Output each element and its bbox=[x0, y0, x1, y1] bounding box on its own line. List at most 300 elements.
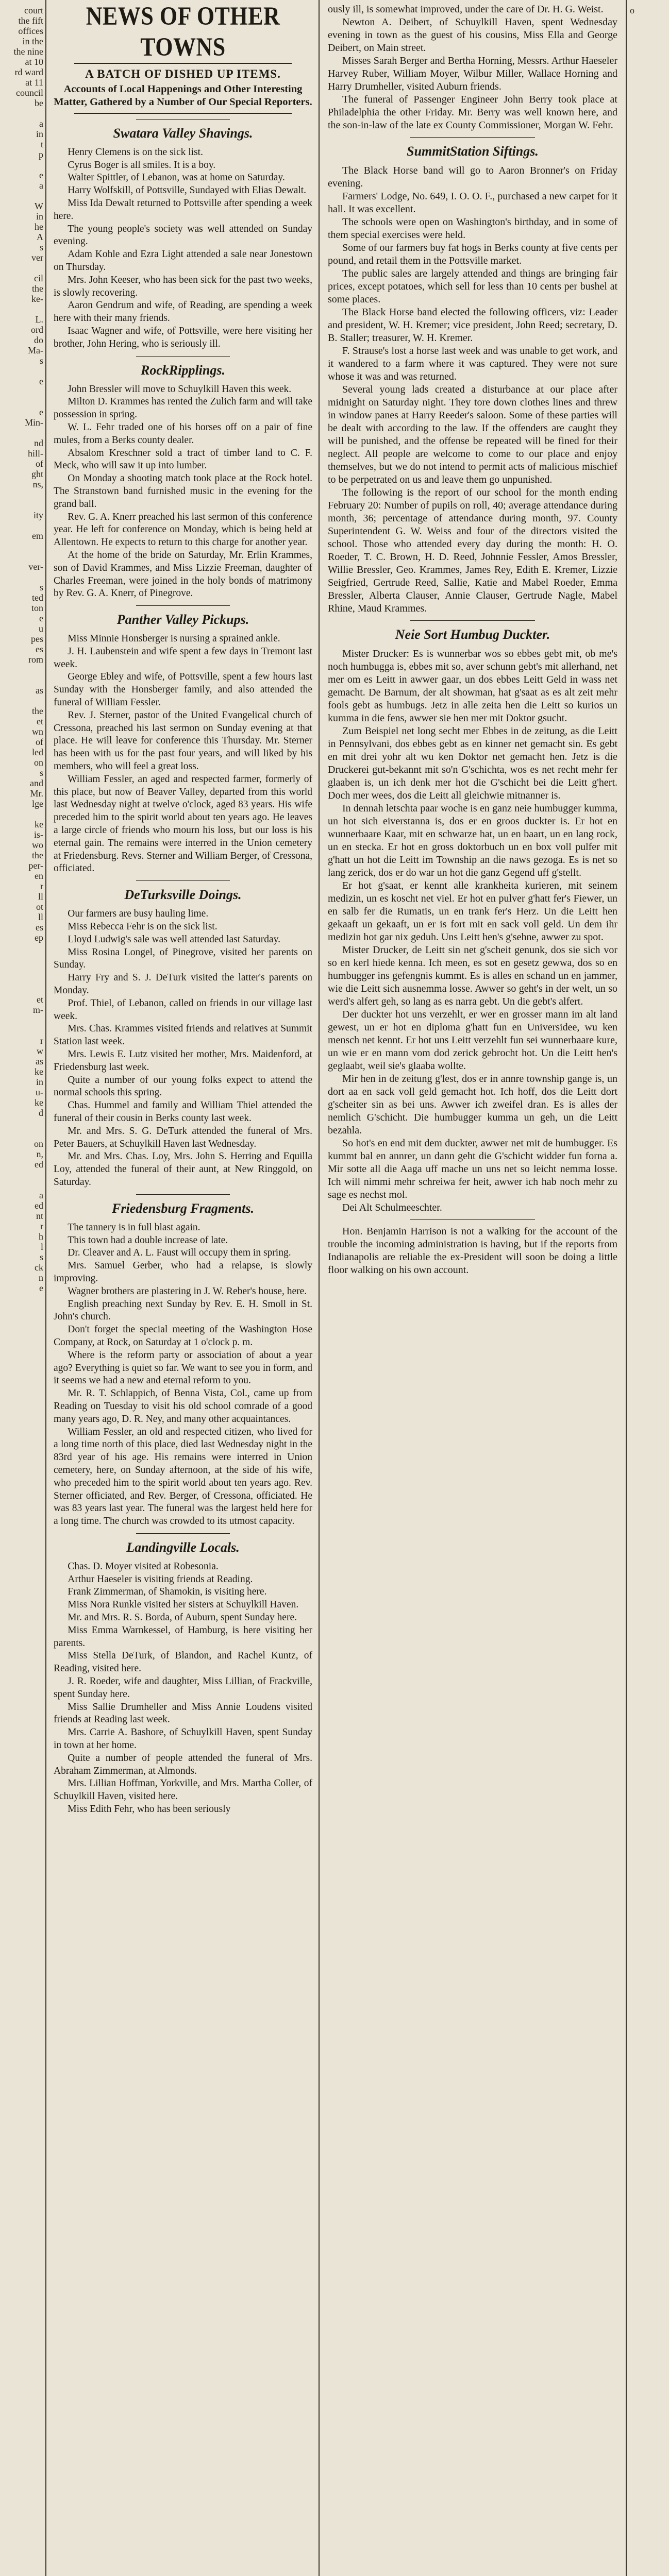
news-item: Mr. R. T. Schlappich, of Benna Vista, Col., came up from Reading on Tuesday to visit his old school comrade of a good many years ago, D. R. Ney, and many other acquaintances. bbox=[54, 1388, 312, 1425]
margin-fragment bbox=[630, 2107, 668, 2117]
margin-fragment bbox=[630, 139, 668, 149]
section-divider bbox=[410, 620, 535, 621]
margin-fragment: at 11 bbox=[25, 77, 43, 88]
margin-fragment bbox=[630, 1108, 668, 1118]
margin-fragment bbox=[630, 2117, 668, 2128]
margin-fragment: em bbox=[32, 531, 43, 541]
news-item: William Fessler, an aged and respected farmer, formerly of this place, but now of Beaver Valley, departed from this world last Wednesday night at twelve o'clock, aged 83 years. His wife preceded him to the spirit world about ten years ago. He leaves a large circle of friends who mourn his loss, but our loss is his eternal gain. The remains were interred in the Union cemetery at Friedensburg. Revs. Sterner and William Berger, of Cressona, officiated. bbox=[54, 773, 312, 874]
margin-fragment bbox=[630, 1829, 668, 1839]
margin-fragment bbox=[630, 541, 668, 551]
news-item: William Fessler, an old and respected citizen, who lived for a long time north of this place, died last Wednesday night in the 83rd year of his age. His remains were interred in Union cemetery, here, on Sunday afternoon, at the side of his wife, who preceded him to the spirit world about ten years ago. Rev. Sterner officiated, and Rev. Berger, of Cressona, officiated. He was 83 years last year. The funeral was the largest held here for a long time. The church was crowded to its utmost capacity. bbox=[54, 1426, 312, 1527]
section-heading: DeTurksville Doings. bbox=[124, 887, 242, 903]
margin-fragment: in bbox=[36, 129, 43, 139]
section-heading: Friedensburg Fragments. bbox=[112, 1200, 254, 1216]
section-heading: Neie Sort Humbug Duckter. bbox=[395, 627, 550, 642]
margin-fragment bbox=[630, 448, 668, 459]
margin-fragment bbox=[630, 1891, 668, 1901]
margin-fragment bbox=[1, 1334, 43, 1345]
news-item: Harry Wolfskill, of Pottsville, Sundayed with Elias Dewalt. bbox=[68, 185, 307, 196]
news-item: Aaron Gendrum and wife, of Reading, are spending a week here with their many friends. bbox=[54, 300, 312, 324]
margin-fragment bbox=[630, 1880, 668, 1891]
news-item: Mrs. Lewis E. Lutz visited her mother, Mrs. Maidenford, at Friedensburg last week. bbox=[54, 1049, 312, 1073]
news-item: Chas. D. Moyer visited at Robesonia. bbox=[68, 1561, 219, 1572]
margin-fragment bbox=[630, 912, 668, 922]
margin-fragment bbox=[630, 881, 668, 891]
column-right-sections bbox=[328, 137, 617, 1277]
section-heading: SummitStation Siftings. bbox=[407, 144, 539, 159]
margin-fragment: ity bbox=[33, 510, 43, 520]
margin-fragment bbox=[630, 1479, 668, 1489]
margin-fragment bbox=[630, 1674, 668, 1685]
margin-fragment bbox=[630, 1200, 668, 1211]
margin-fragment bbox=[630, 1540, 668, 1551]
news-item: Miss Rosina Longel, of Pinegrove, visited her parents on Sunday. bbox=[54, 946, 312, 971]
news-item: Miss Sallie Drumheller and Miss Annie Loudens visited friends at Reading last week. bbox=[54, 1701, 312, 1725]
margin-fragment bbox=[630, 1015, 668, 1025]
margin-fragment bbox=[630, 1561, 668, 1571]
margin-fragment bbox=[630, 1582, 668, 1592]
margin-fragment: a bbox=[39, 1190, 43, 1200]
margin-fragment bbox=[630, 211, 668, 222]
margin-fragment bbox=[630, 1211, 668, 1221]
margin-fragment bbox=[630, 840, 668, 850]
margin-fragment bbox=[1, 397, 43, 407]
news-item: The following is the report of our school for the month ending February 20: Number of pupils on roll, 40; average attendance during month, 36; percentage of attendance during month, 97. County Superintendent G. W. Weiss and four of the directors visited the school. Those who attended every day during the month: H. O. Roeder, T. C. Brown, H. D. Reed, Johnnie Fessler, Amos Bressler, Willie Bressler, Geo. Krammes, James Rey, Edith E. Kremer, Lizzie Seigfried, Gertrude Reed, Sallie, Katie and Mabel Roeder, Emma Bressler, Alberta Clauser, Annie Clauser, Gertrude Nagle, Mabel Rhine, Maud Krammes. bbox=[328, 487, 617, 614]
margin-fragment bbox=[630, 582, 668, 592]
margin-fragment: ll bbox=[38, 891, 43, 902]
margin-fragment bbox=[1, 665, 43, 675]
news-item: F. Strause's lost a horse last week and was unable to get work, and it wandered to a farm where it was captured. They were not sure whose it was and was returned. bbox=[328, 345, 617, 382]
news-item: W. L. Fehr traded one of his horses off on a pair of fine mules, from a Berks county dealer. bbox=[54, 421, 312, 446]
margin-fragment: in bbox=[36, 1077, 43, 1087]
margin-fragment bbox=[630, 1005, 668, 1015]
margin-fragment bbox=[630, 1808, 668, 1819]
news-item: The Black Horse band elected the following officers, viz: Leader and president, W. H. Kremer; vice president, John Reed; secretary, D. B. Staller; treasurer, W. H. Kremer. bbox=[328, 307, 617, 344]
margin-fragment bbox=[630, 2313, 668, 2324]
left-margin-strip bbox=[0, 0, 46, 2576]
margin-fragment bbox=[630, 304, 668, 314]
margin-fragment bbox=[630, 850, 668, 860]
margin-fragment bbox=[630, 974, 668, 984]
news-item: Newton A. Deibert, of Schuylkill Haven, spent Wednesday evening in town as the guest of his cousins, Miss Ella and George Deibert, on Main street. bbox=[328, 16, 617, 54]
margin-fragment: L. bbox=[35, 314, 43, 325]
margin-fragment: ord bbox=[31, 325, 43, 335]
margin-fragment bbox=[630, 2025, 668, 2035]
margin-fragment bbox=[630, 222, 668, 232]
section-heading: RockRipplings. bbox=[141, 362, 225, 378]
column-left bbox=[49, 0, 320, 2576]
margin-fragment: ep bbox=[35, 933, 43, 943]
margin-fragment: be bbox=[35, 98, 43, 108]
margin-fragment bbox=[630, 2179, 668, 2190]
margin-fragment bbox=[630, 799, 668, 809]
margin-fragment bbox=[630, 1777, 668, 1788]
margin-fragment bbox=[630, 747, 668, 757]
margin-fragment bbox=[630, 1252, 668, 1262]
news-item: The tannery is in full blast again. bbox=[68, 1222, 200, 1233]
news-item: Rev. J. Sterner, pastor of the United Evangelical church of Cressona, preached his last sermon on Sunday evening at that place. He will leave for conference this Thursday. Mr. Sterner has been with us for the past four years, and will liked by his members, who will feel a great loss. bbox=[54, 709, 312, 772]
news-item: Mister Drucker, de Leitt sin net g'scheit genunk, dos sie sich vor so en kerl hiede kenna. Ich meen, es sot en gesetz gewwa, dos so en humbugger ins gefengnis kummt. Es is alles en schand un en jammer, wie die Leitt sich ausnemma losse. Awwer so geht's in der welt, un so werd's alfert geh, so lang as es narra gebt. Un die gebt's alfert. bbox=[328, 944, 617, 1007]
margin-fragment bbox=[630, 2303, 668, 2313]
margin-fragment bbox=[630, 2231, 668, 2241]
divider bbox=[74, 63, 292, 64]
section-divider bbox=[136, 1533, 230, 1534]
margin-fragment bbox=[630, 984, 668, 994]
news-item: Hon. Benjamin Harrison is not a walking for the account of the trouble the incoming administration is having, but if the reports from Indianapolis are reliable the ex-President will soon be doing a little floor walking on his own account. bbox=[328, 1226, 617, 1276]
margin-fragment bbox=[630, 1468, 668, 1479]
margin-fragment bbox=[630, 1530, 668, 1540]
margin-fragment bbox=[630, 2210, 668, 2221]
margin-fragment bbox=[1, 263, 43, 273]
margin-fragment bbox=[630, 726, 668, 737]
margin-fragment: council bbox=[16, 88, 43, 98]
margin-fragment bbox=[1, 953, 43, 963]
margin-fragment bbox=[630, 1077, 668, 1087]
margin-fragment bbox=[630, 2293, 668, 2303]
margin-fragment bbox=[630, 603, 668, 613]
margin-fragment bbox=[630, 2097, 668, 2107]
margin-fragment: hill- bbox=[28, 448, 43, 459]
margin-fragment bbox=[630, 1932, 668, 1942]
margin-fragment bbox=[630, 2128, 668, 2138]
margin-fragment bbox=[630, 252, 668, 263]
news-item: This town had a double increase of late. bbox=[68, 1234, 228, 1246]
margin-fragment bbox=[630, 613, 668, 623]
margin-fragment: do bbox=[34, 335, 43, 345]
margin-fragment: wo bbox=[32, 840, 43, 850]
margin-fragment: in bbox=[36, 211, 43, 222]
news-item: Quite a number of our young folks expect to attend the normal schools this spring. bbox=[54, 1074, 312, 1098]
margin-fragment bbox=[630, 1025, 668, 1036]
column-left-sections bbox=[54, 119, 312, 1816]
margin-fragment bbox=[630, 1066, 668, 1077]
section-heading: Swatara Valley Shavings. bbox=[113, 125, 253, 141]
margin-fragment bbox=[630, 1592, 668, 1602]
margin-fragment bbox=[1, 1118, 43, 1128]
margin-fragment: e bbox=[39, 1283, 43, 1293]
deck-headline: A BATCH OF DISHED UP ITEMS. bbox=[85, 67, 281, 80]
margin-fragment bbox=[630, 572, 668, 582]
margin-fragment: the fift bbox=[18, 15, 43, 26]
news-item: Several young lads created a disturbance at our place after midnight on Saturday night. They tore down clothes lines and threw in window panes at Harry Reeder's saloon. Some of these parties will be dealt with according to the law. If the offenders are caught they will be punished, and the offense be repeated will be fined for their neglect. All people are welcome to come to our place and enjoy themselves, but we do not intend to permit acts of malicious mischief to be perpetrated on us and leave them go unpunished. bbox=[328, 384, 617, 485]
news-item: The funeral of Passenger Engineer John Berry took place at Philadelphia the other Friday. Mr. Berry was well known here, and the son-in-law of the late ex County Commissioner, Morgan W. Fehr. bbox=[328, 94, 617, 131]
margin-fragment bbox=[630, 273, 668, 283]
margin-fragment bbox=[630, 335, 668, 345]
margin-fragment bbox=[630, 1159, 668, 1170]
margin-fragment: n bbox=[39, 1273, 43, 1283]
news-item: Mister Drucker: Es is wunnerbar wos so ebbes gebt mit, ob me's noch humbugga is, ebbes mit so, aver schunn gebt's mit allerhand, net mer om es Leitt in awwer gaar, un dos ebbes Leitt Geld in wass net gemacht. De Barnum, der alt showman, hat g'saat as es alt zeit mehr fools gebt as humbugs. Jetz in alle zeita hen die Leitt so kurios un kumma in die fens, awwer sie hen mer mit Doktor gsucht. bbox=[328, 648, 617, 724]
margin-fragment bbox=[630, 1819, 668, 1829]
news-item: Miss Ida Dewalt returned to Pottsville after spending a week here. bbox=[54, 197, 312, 222]
news-item: Der duckter hot uns verzehlt, er wer en grosser mann im alt land gewest, un er hot en diploma g'hatt fun en Universidee, wu ken mensch net kennt. Er hot uns Leitt verzehlt fun sei wunnerbaare kure, un wie er en mann vom dod zerick gebrocht hot. Un die Leitt hen's geglaabt, weil sie's glaaba wollte. bbox=[328, 1009, 617, 1072]
margin-fragment: ver- bbox=[28, 562, 43, 572]
margin-fragment: he bbox=[35, 222, 43, 232]
news-item: Lloyd Ludwig's sale was well attended last Saturday. bbox=[68, 934, 281, 945]
margin-fragment: s bbox=[39, 582, 43, 592]
margin-fragment bbox=[630, 355, 668, 366]
news-item: At the home of the bride on Saturday, Mr. Erlin Krammes, son of David Krammes, and Miss Lizzie Freeman, daughter of Charles Freeman, were joined in the holy bonds of matrimony by Rev. G. A. Knerr, of Pinegrove. bbox=[54, 549, 312, 599]
margin-fragment bbox=[630, 2014, 668, 2025]
margin-fragment: a bbox=[39, 118, 43, 129]
margin-fragment: wn bbox=[32, 726, 43, 737]
margin-fragment: en bbox=[35, 871, 43, 881]
margin-fragment bbox=[630, 232, 668, 242]
column-right bbox=[321, 0, 625, 2576]
margin-fragment: w bbox=[37, 1046, 43, 1056]
margin-fragment: as bbox=[36, 1056, 43, 1066]
margin-fragment bbox=[630, 562, 668, 572]
margin-fragment: s bbox=[39, 242, 43, 252]
news-item: J. R. Roeder, wife and daughter, Miss Lillian, of Frackville, spent Sunday here. bbox=[54, 1676, 312, 1700]
margin-fragment: as bbox=[36, 685, 43, 696]
news-item: Dr. Cleaver and A. L. Faust will occupy them in spring. bbox=[68, 1247, 291, 1259]
margin-fragment bbox=[630, 2035, 668, 2045]
margin-fragment bbox=[630, 479, 668, 489]
section-divider bbox=[136, 605, 230, 606]
news-item: Walter Spittler, of Lebanon, was at home on Saturday. bbox=[68, 172, 285, 183]
margin-fragment: p bbox=[39, 149, 43, 160]
margin-fragment bbox=[630, 1520, 668, 1530]
margin-fragment bbox=[630, 1911, 668, 1922]
margin-fragment bbox=[630, 2169, 668, 2179]
margin-fragment bbox=[630, 1139, 668, 1149]
margin-fragment bbox=[630, 1602, 668, 1613]
margin-fragment bbox=[630, 1273, 668, 1283]
margin-fragment bbox=[630, 160, 668, 170]
section-divider bbox=[136, 880, 230, 881]
margin-fragment bbox=[630, 2354, 668, 2365]
margin-fragment bbox=[1, 1376, 43, 1386]
margin-fragment: ck bbox=[35, 1262, 43, 1273]
margin-fragment: the bbox=[32, 850, 43, 860]
margin-fragment bbox=[630, 428, 668, 438]
news-item: Rev. G. A. Knerr preached his last sermon of this conference year. He left for conference on Monday, which is being held at Allentown. He expects to return to this charge for another year. bbox=[54, 511, 312, 548]
news-item: Arthur Haeseler is visiting friends at Reading. bbox=[68, 1573, 253, 1585]
margin-fragment bbox=[630, 531, 668, 541]
margin-fragment bbox=[630, 129, 668, 139]
section-divider bbox=[410, 1219, 535, 1220]
margin-fragment bbox=[1, 809, 43, 819]
margin-fragment bbox=[630, 1087, 668, 1097]
margin-fragment: u- bbox=[36, 1087, 43, 1097]
margin-fragment bbox=[630, 778, 668, 788]
margin-fragment bbox=[630, 2282, 668, 2293]
margin-fragment bbox=[630, 1716, 668, 1726]
margin-fragment bbox=[630, 1262, 668, 1273]
margin-fragment bbox=[630, 1128, 668, 1139]
margin-fragment bbox=[630, 15, 668, 26]
margin-fragment bbox=[1, 1293, 43, 1303]
margin-fragment bbox=[630, 871, 668, 881]
margin-fragment bbox=[630, 118, 668, 129]
margin-fragment bbox=[630, 376, 668, 386]
margin-fragment bbox=[1, 1025, 43, 1036]
news-item: On Monday a shooting match took place at the Rock hotel. The Stranstown band furnished music in the evening for the grand ball. bbox=[54, 473, 312, 510]
news-item: Frank Zimmerman, of Shamokin, is visiting here. bbox=[68, 1586, 267, 1598]
margin-fragment bbox=[630, 1633, 668, 1643]
margin-fragment: the nine bbox=[13, 46, 43, 57]
margin-fragment bbox=[630, 2087, 668, 2097]
margin-fragment bbox=[1, 974, 43, 984]
margin-fragment bbox=[630, 108, 668, 118]
margin-fragment bbox=[630, 1551, 668, 1561]
margin-fragment bbox=[630, 943, 668, 953]
margin-fragment: ke bbox=[35, 819, 43, 829]
news-item: George Ebley and wife, of Pottsville, spent a few hours last Sunday with the Honsberger family, and also attended the funeral of William Fessler. bbox=[54, 671, 312, 708]
margin-fragment bbox=[630, 201, 668, 211]
margin-fragment bbox=[630, 1406, 668, 1417]
margin-fragment bbox=[630, 1850, 668, 1860]
margin-fragment: the bbox=[32, 706, 43, 716]
margin-fragment: et bbox=[37, 716, 43, 726]
section-divider bbox=[136, 119, 230, 120]
margin-fragment bbox=[630, 1664, 668, 1674]
margin-fragment bbox=[630, 366, 668, 376]
margin-fragment bbox=[630, 1314, 668, 1324]
margin-fragment bbox=[630, 1685, 668, 1695]
margin-fragment: led bbox=[32, 747, 43, 757]
margin-fragment: m- bbox=[33, 1005, 43, 1015]
deck-subheadline: Accounts of Local Happenings and Other Interesting Matter, Gathered by a Number of Our Special Reporters. bbox=[54, 83, 312, 108]
margin-fragment bbox=[630, 1499, 668, 1510]
margin-fragment: is- bbox=[34, 829, 43, 840]
margin-fragment bbox=[630, 2324, 668, 2334]
margin-fragment bbox=[1, 963, 43, 974]
news-item: The young people's society was well attended on Sunday evening. bbox=[54, 223, 312, 247]
margin-fragment: l bbox=[40, 1242, 43, 1252]
margin-fragment bbox=[1, 386, 43, 397]
margin-fragment: of bbox=[36, 459, 43, 469]
margin-fragment bbox=[630, 1994, 668, 2004]
news-item: Farmers' Lodge, No. 649, I. O. O. F., purchased a new carpet for it hall. It was excellent. bbox=[328, 191, 617, 215]
margin-fragment bbox=[630, 2066, 668, 2076]
margin-fragment: A bbox=[37, 232, 43, 242]
margin-fragment bbox=[630, 1953, 668, 1963]
margin-fragment bbox=[1, 500, 43, 510]
margin-fragment bbox=[630, 1654, 668, 1664]
news-item: J. H. Laubenstein and wife spent a few days in Tremont last week. bbox=[54, 646, 312, 670]
margin-fragment bbox=[630, 1643, 668, 1654]
margin-fragment bbox=[630, 809, 668, 819]
margin-fragment bbox=[630, 67, 668, 77]
margin-fragment bbox=[1, 1128, 43, 1139]
divider bbox=[74, 113, 292, 114]
margin-fragment bbox=[630, 1221, 668, 1231]
margin-fragment: s bbox=[39, 1252, 43, 1262]
section-heading: Landingville Locals. bbox=[126, 1539, 240, 1555]
news-item: Mrs. Carrie A. Bashore, of Schuylkill Haven, spent Sunday in town at her home. bbox=[54, 1727, 312, 1751]
news-item: Mrs. Chas. Krammes visited friends and relatives at Summit Station last week. bbox=[54, 1023, 312, 1047]
margin-fragment bbox=[1, 1170, 43, 1180]
margin-fragment: ton bbox=[31, 603, 43, 613]
margin-fragment: e bbox=[39, 407, 43, 417]
margin-fragment bbox=[1, 572, 43, 582]
margin-fragment bbox=[630, 26, 668, 36]
margin-fragment bbox=[630, 1118, 668, 1128]
margin-fragment bbox=[630, 665, 668, 675]
margin-fragment bbox=[630, 644, 668, 654]
margin-fragment bbox=[630, 1458, 668, 1468]
news-item: Miss Minnie Honsberger is nursing a sprained ankle. bbox=[68, 633, 280, 645]
margin-fragment bbox=[630, 819, 668, 829]
news-item: Prof. Thiel, of Lebanon, called on friends in our village last week. bbox=[54, 997, 312, 1022]
margin-fragment bbox=[1, 489, 43, 500]
margin-fragment bbox=[630, 417, 668, 428]
news-item: Mrs. John Keeser, who has been sick for the past two weeks, is slowly recovering. bbox=[54, 274, 312, 298]
section-heading: Panther Valley Pickups. bbox=[116, 612, 249, 628]
margin-fragment bbox=[630, 675, 668, 685]
margin-fragment: o bbox=[630, 5, 634, 15]
margin-fragment: and bbox=[30, 778, 43, 788]
margin-fragment: ght bbox=[31, 469, 43, 479]
news-item: Er hot g'saat, er kennt alle krankheita kurieren, mit seinem medizin, un es koscht net viel. Er hot en pulver g'hatt fer's Fiewer, un en salb fer die Rumatis, un en trank fer's Herz. Un die Leitt hen gekaaft un gekaaft, un er is fort mit en sack voll geld. Un dem ihr medizin hot gar nix geduh. Uns Leitt hen's g'sehne, awwer zu spot. bbox=[328, 880, 617, 943]
margin-fragment bbox=[630, 314, 668, 325]
margin-fragment bbox=[630, 1417, 668, 1427]
margin-fragment bbox=[630, 500, 668, 510]
margin-fragment bbox=[1, 1365, 43, 1376]
margin-fragment: ke bbox=[35, 1066, 43, 1077]
margin-fragment: Mr. bbox=[30, 788, 43, 799]
margin-fragment bbox=[630, 438, 668, 448]
right-margin-strip bbox=[626, 0, 669, 2576]
margin-fragment bbox=[630, 1942, 668, 1953]
margin-fragment bbox=[1, 428, 43, 438]
margin-fragment bbox=[630, 325, 668, 335]
news-item: Mr. and Mrs. S. G. DeTurk attended the funeral of Mrs. Peter Bauers, at Schuylkill Haven last Wednesday. bbox=[54, 1125, 312, 1149]
margin-fragment bbox=[630, 1767, 668, 1777]
margin-fragment bbox=[630, 2076, 668, 2087]
margin-fragment bbox=[630, 170, 668, 180]
margin-fragment: h bbox=[39, 1231, 43, 1242]
margin-fragment bbox=[1, 541, 43, 551]
margin-fragment bbox=[630, 1870, 668, 1880]
margin-fragment bbox=[630, 2272, 668, 2282]
news-item: In dennah letschta paar woche is en ganz neie humbugger kumma, un hot sich eiverstanna is, dos er en groos duckter is. Er hot en wunnerbaare Kaar, mit en schwarze hat, un en baart, un en lang rock, un en stecka. Er hot en gross doktorbuch un en box voll pulfer mit g'hatt un hot die Leitt im Township an die naws gezoga. Es is net so lang zerick, dos er do war un hot die ganz Gegend uff g'stellt. bbox=[328, 803, 617, 878]
margin-fragment bbox=[630, 1170, 668, 1180]
margin-fragment bbox=[630, 1180, 668, 1190]
margin-fragment: pes bbox=[31, 634, 43, 644]
margin-fragment: ed bbox=[35, 1159, 43, 1170]
margin-fragment bbox=[630, 283, 668, 294]
margin-fragment bbox=[630, 1695, 668, 1705]
margin-fragment bbox=[630, 1613, 668, 1623]
margin-fragment bbox=[630, 788, 668, 799]
news-item: Mr. and Mrs. R. S. Borda, of Auburn, spent Sunday here. bbox=[68, 1612, 297, 1623]
margin-fragment bbox=[630, 2148, 668, 2159]
margin-fragment bbox=[630, 1097, 668, 1108]
margin-fragment bbox=[630, 459, 668, 469]
margin-fragment bbox=[630, 634, 668, 644]
margin-fragment bbox=[630, 1293, 668, 1303]
margin-fragment: at 10 bbox=[25, 57, 43, 67]
news-item: Miss Edith Fehr, who has been seriously bbox=[68, 1804, 231, 1815]
margin-fragment bbox=[630, 933, 668, 943]
margin-fragment bbox=[630, 1623, 668, 1633]
news-item: Dei Alt Schulmeeschter. bbox=[342, 1202, 442, 1213]
margin-fragment: of bbox=[36, 737, 43, 747]
news-item: The schools were open on Washington's birthday, and in some of them special exercises were held. bbox=[328, 216, 617, 241]
margin-fragment bbox=[630, 1788, 668, 1798]
margin-fragment bbox=[630, 520, 668, 531]
margin-fragment bbox=[1, 1180, 43, 1190]
margin-fragment: s bbox=[39, 355, 43, 366]
margin-fragment bbox=[1, 191, 43, 201]
margin-fragment bbox=[630, 489, 668, 500]
news-item: Miss Stella DeTurk, of Blandon, and Rachel Kuntz, of Reading, visited here. bbox=[54, 1650, 312, 1674]
margin-fragment: rd ward bbox=[14, 67, 43, 77]
margin-fragment: nt bbox=[36, 1211, 43, 1221]
margin-fragment: t bbox=[40, 139, 43, 149]
